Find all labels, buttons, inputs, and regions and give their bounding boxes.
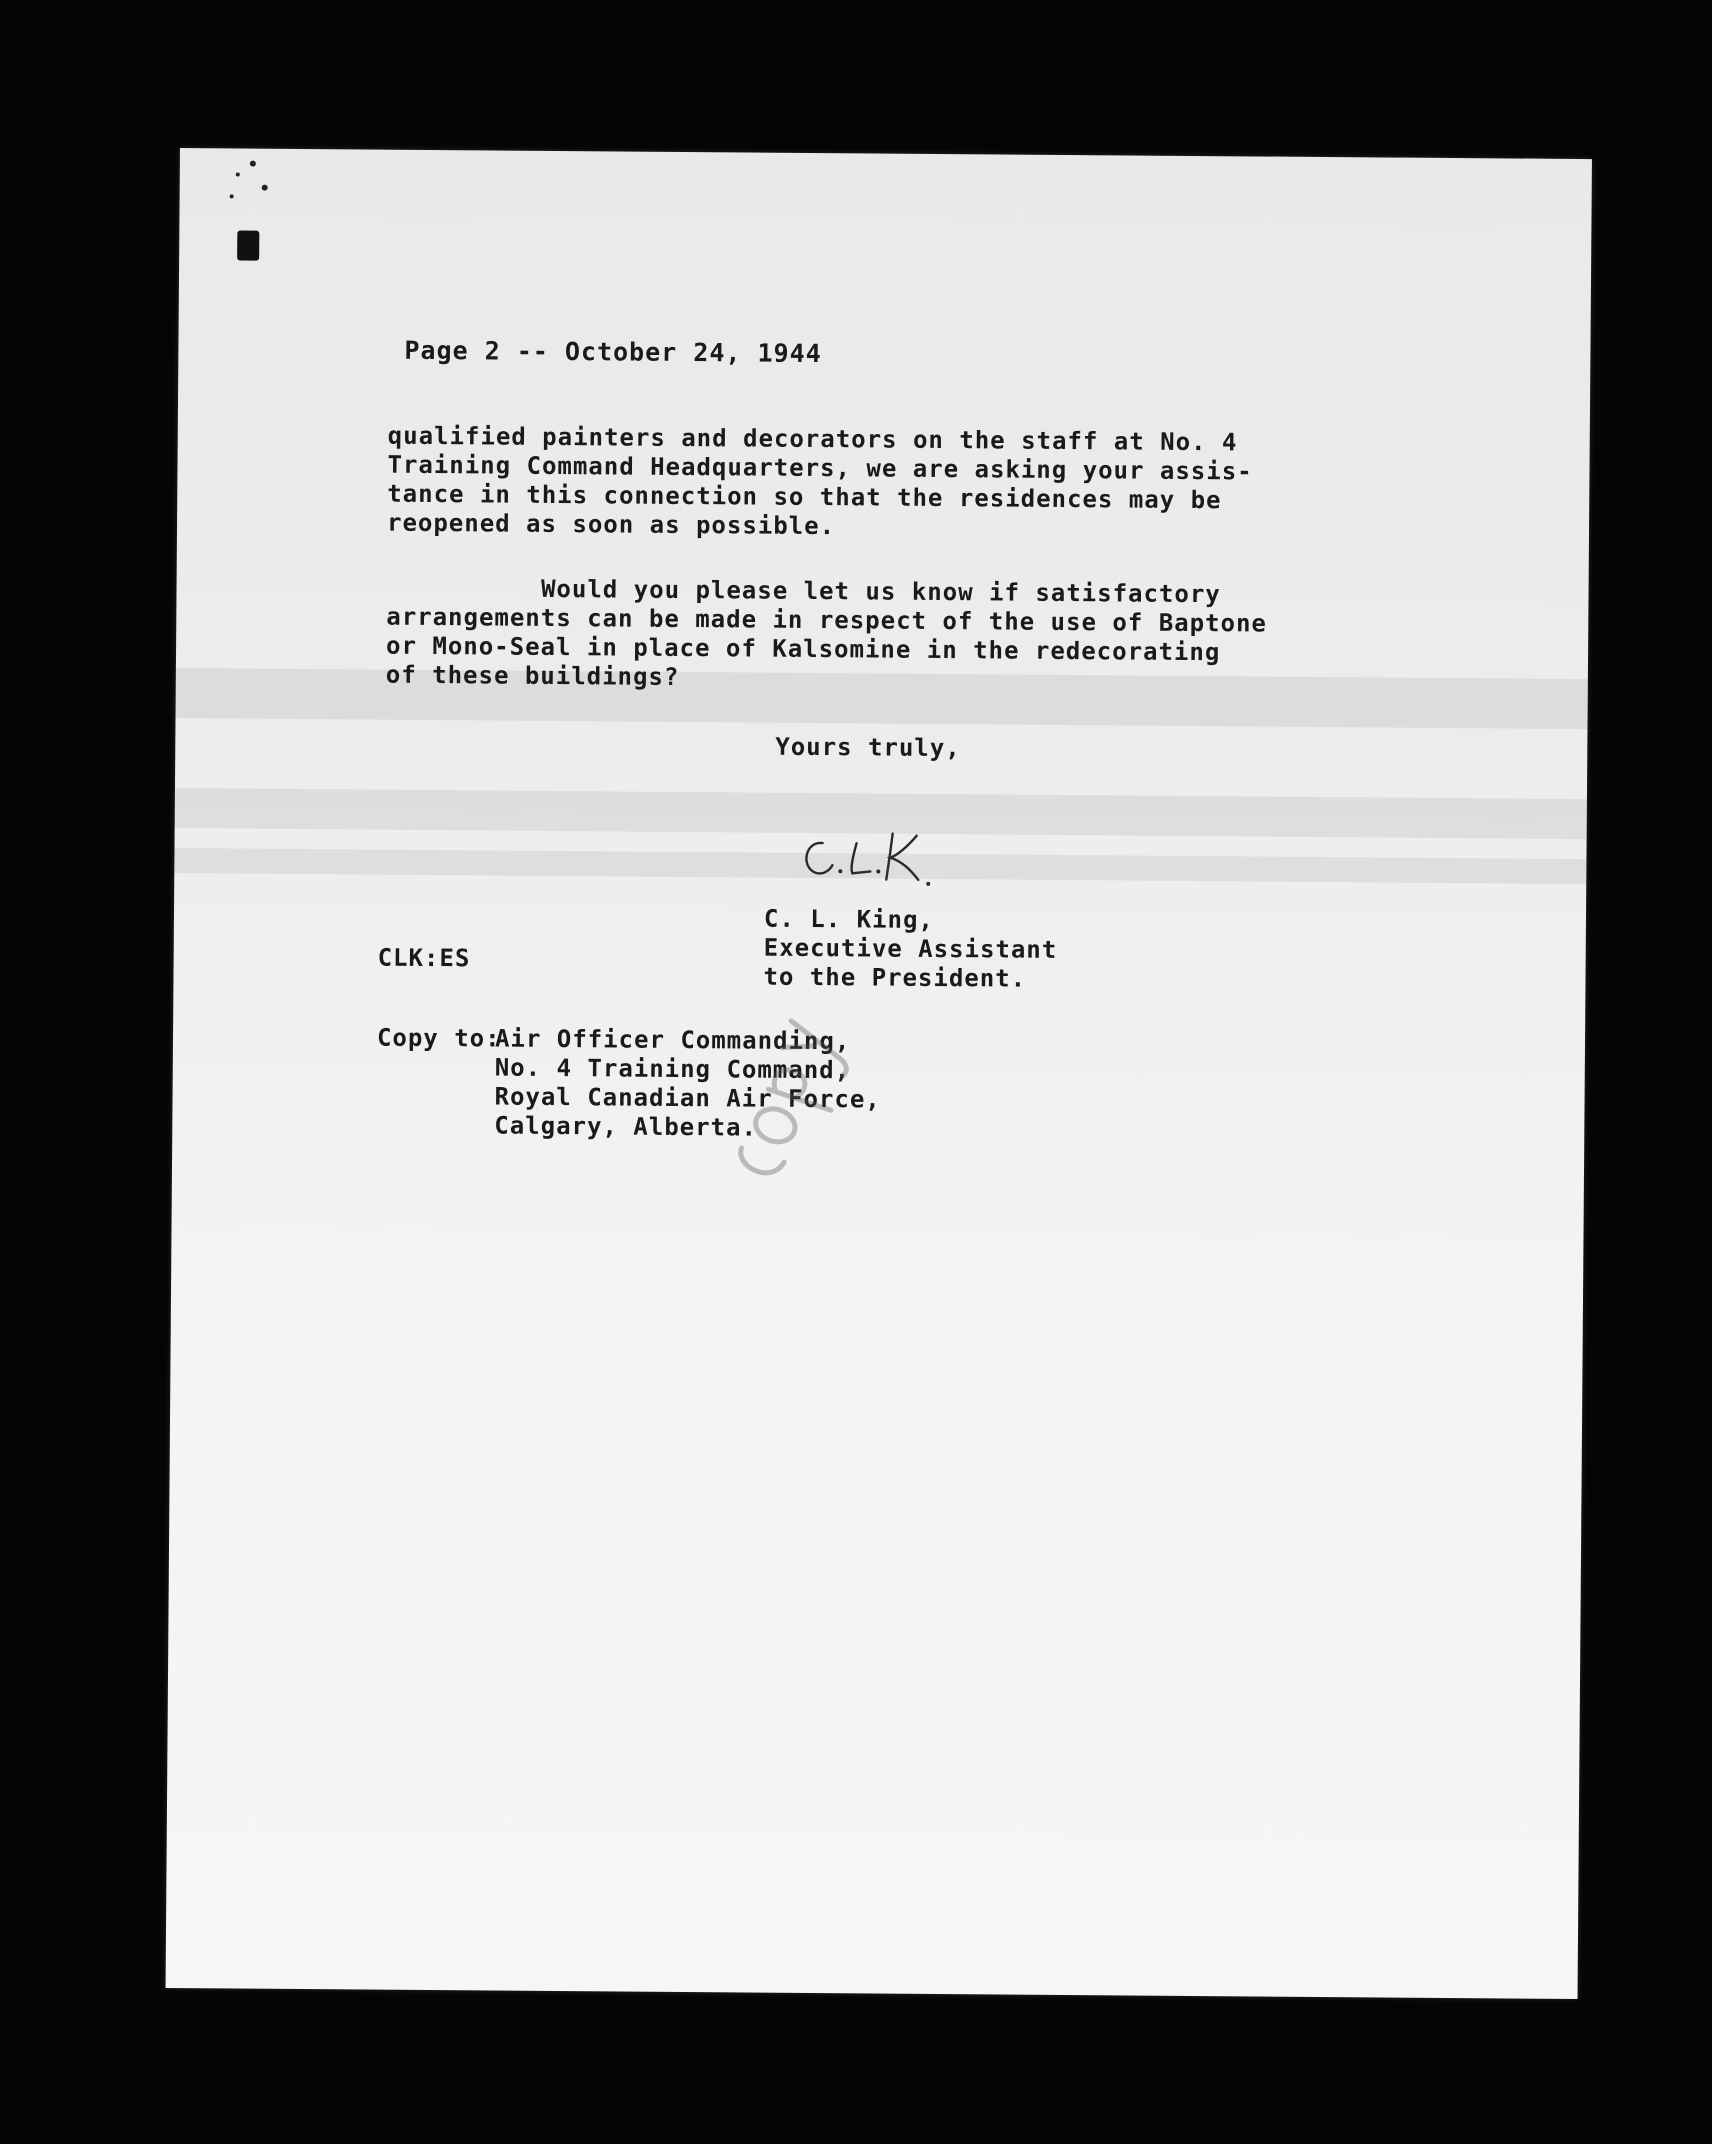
ink-speck — [262, 185, 268, 191]
handwritten-signature — [794, 813, 975, 904]
body-paragraph-1: qualified painters and decorators on the staff at No. 4 Training Command Headquarters, we are asking your assis- tance in this connection so that the residences may be reopened as soon as possible. — [386, 421, 1253, 541]
page-header: Page 2 -- October 24, 1944 — [404, 335, 822, 369]
copy-stamp — [672, 972, 894, 1204]
letter-page — [166, 148, 1592, 1999]
signer-block: C. L. King, Executive Assistant to the President. — [763, 904, 1058, 993]
ink-speck — [250, 161, 256, 167]
ink-speck — [236, 172, 240, 176]
closing-line: Yours truly, — [775, 732, 961, 763]
copy-to-recipients: Air Officer Commanding, No. 4 Training Command, Royal Canadian Air Force, Calgary, Alberta. — [494, 1024, 881, 1142]
reference-initials: CLK:ES — [377, 943, 471, 973]
body-paragraph-2: Would you please let us know if satisfactory arrangements can be made in respect of the use of Baptone or Mono-Seal in place of Kalsomine in the redecorating of these buildings? — [385, 573, 1268, 691]
copy-to-label: Copy to: — [376, 1023, 501, 1053]
ink-speck — [230, 194, 234, 198]
ink-blot — [237, 230, 259, 260]
